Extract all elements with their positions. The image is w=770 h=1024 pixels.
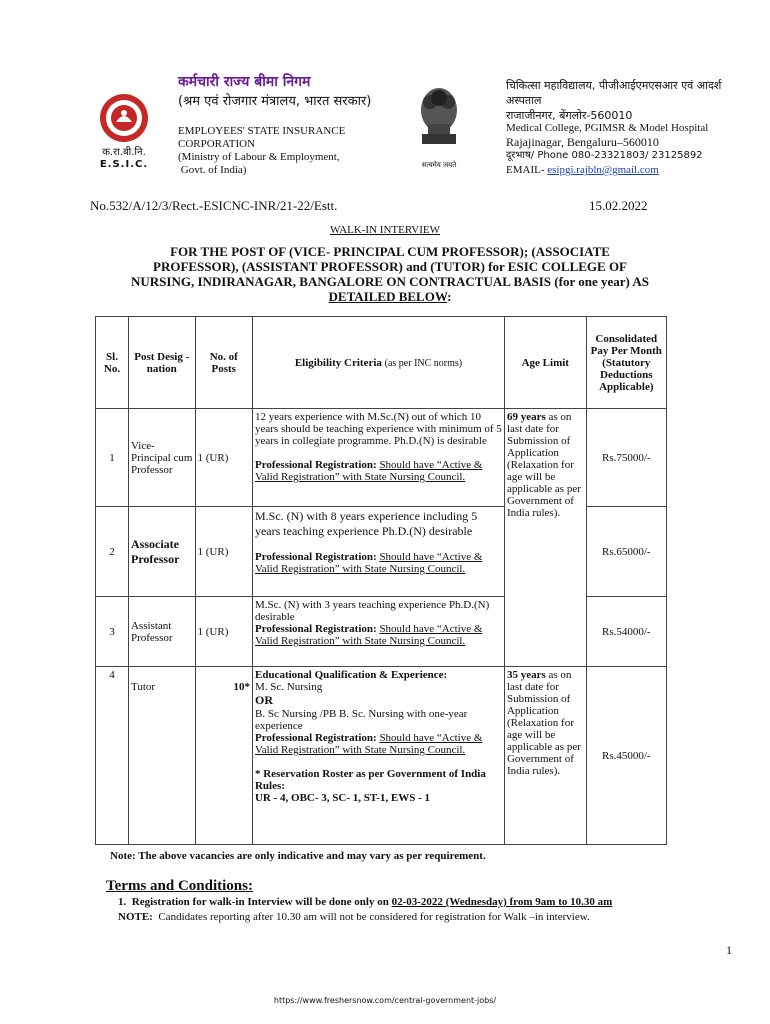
org-english-block	[178, 125, 398, 177]
age-limit-years: 69 years	[506, 411, 546, 423]
college-english-block	[506, 121, 766, 177]
row-eligibility	[252, 507, 504, 597]
row-post: Vice-Principal cum Professor	[128, 409, 195, 507]
registration-note	[118, 911, 590, 923]
college-hindi-line: अस्पताल	[506, 94, 542, 107]
header-pay	[586, 317, 666, 409]
prof-registration	[255, 459, 502, 483]
org-hindi-subtitle: (श्रम एवं रोजगार मंत्रालय, भारत सरकार)	[178, 94, 372, 109]
table-row	[96, 409, 667, 507]
reservation-roster: * Reservation Roster as per Government of India Rules:	[254, 768, 486, 792]
row-post: Associate Professor	[128, 507, 195, 597]
org-english-line: EMPLOYEES' STATE INSURANCE	[178, 125, 346, 137]
header-eligibility-label: Eligibility Criteria	[294, 356, 382, 369]
org-hindi-title: कर्मचारी राज्य बीमा निगम	[178, 74, 311, 90]
headline-line: FOR THE POST OF (VICE- PRINCIPAL CUM PROFESSOR); (ASSOCIATE	[170, 244, 610, 259]
prof-registration-text: Should have “Active & Valid Registration” with State Nursing Council.	[254, 459, 483, 483]
headline-line: PROFESSOR), (ASSISTANT PROFESSOR) and (TUTOR) for ESIC COLLEGE OF	[153, 259, 627, 274]
college-english-line: Medical College, PGIMSR & Model Hospital	[506, 122, 709, 134]
prof-registration-label: Professional Registration:	[254, 732, 377, 744]
age-limit-senior	[504, 409, 586, 667]
prof-registration-text: Should have “Active & Valid Registration” with State Nursing Council.	[254, 623, 483, 647]
prof-registration	[255, 732, 502, 756]
age-limit-tutor	[504, 667, 586, 845]
row-pay: Rs.65000/-	[586, 507, 666, 597]
table-row	[96, 667, 667, 845]
prof-registration-label: Professional Registration:	[254, 551, 377, 563]
term-1-date: 02-03-2022 (Wednesday) from 9am to 10.30 am	[391, 896, 613, 908]
row-posts: 10*	[195, 667, 252, 845]
header-pay-note: (Statutory Deductions Applicable)	[599, 356, 654, 393]
row-post: Tutor	[128, 667, 195, 845]
row-eligibility	[252, 597, 504, 667]
tutor-or: OR	[254, 693, 273, 707]
row-eligibility	[252, 409, 504, 507]
age-limit-years: 35 years	[506, 669, 546, 681]
walkin-title: WALK-IN INTERVIEW	[330, 224, 440, 236]
row-pay: Rs.54000/-	[586, 597, 666, 667]
header-pay-label: Consolidated Pay Per Month	[590, 332, 662, 357]
college-phone: दूरभाष/ Phone 080-23321803/ 23125892	[506, 150, 703, 161]
age-limit-text: as on last date for Submission of Application (Relaxation for age will be applicable as per Government of India rules).	[506, 411, 581, 519]
notice-headline	[110, 244, 670, 304]
vacancy-table	[95, 316, 667, 845]
headline-line	[110, 289, 670, 304]
email-link[interactable]: esipgi.rajbln@gmail.com	[547, 164, 659, 176]
prof-registration	[255, 551, 502, 575]
row-post: Assistant Professor	[128, 597, 195, 667]
eligibility-text: 12 years experience with M.Sc.(N) out of which 10 years should be teaching experience with minimum of 5 years in collegiate programme. Ph.D.(N) is desirable	[254, 411, 502, 447]
tutor-qualification-heading: Educational Qualification & Experience:	[254, 669, 448, 681]
prof-registration-label: Professional Registration:	[254, 623, 377, 635]
row-sl: 4	[96, 667, 129, 845]
registration-note-label: NOTE:	[118, 911, 153, 923]
table-header-row	[96, 317, 667, 409]
college-english-line: Rajajinagar, Bengaluru–560010	[506, 135, 659, 149]
logo-caption-english: E.S.I.C.	[99, 159, 149, 170]
headline-colon: :	[447, 289, 452, 304]
org-english-line: (Ministry of Labour & Employment,	[178, 151, 340, 163]
logo-caption	[84, 147, 164, 171]
org-english-line: Govt. of India)	[178, 164, 247, 176]
row-posts: 1 (UR)	[195, 597, 252, 667]
header-age: Age Limit	[504, 317, 586, 409]
prof-registration-label: Professional Registration:	[254, 459, 377, 471]
emblem-caption: सत्यमेव जयते	[421, 161, 457, 169]
vacancy-note: Note: The above vacancies are only indicative and may vary as per requirement.	[110, 850, 486, 862]
college-hindi-line: चिकित्सा महाविद्यालय, पीजीआईएमएसआर एवं आदर्श	[506, 79, 722, 92]
eligibility-text: M.Sc. (N) with 3 years teaching experience Ph.D.(N) desirable	[254, 599, 490, 623]
row-sl: 3	[96, 597, 129, 667]
eligibility-text: M.Sc. (N) with 8 years experience including 5 years teaching experience Ph.D.(N) desirable	[254, 509, 478, 538]
header-eligibility-note: (as per INC norms)	[384, 357, 463, 369]
prof-registration-text: Should have “Active & Valid Registration” with State Nursing Council.	[254, 551, 483, 575]
notice-date: 15.02.2022	[589, 198, 648, 213]
row-eligibility	[252, 667, 504, 845]
tutor-qualification-2: B. Sc Nursing /PB B. Sc. Nursing with one-year experience	[254, 708, 468, 732]
terms-heading: Terms and Conditions:	[106, 878, 253, 894]
term-1-text: 1. Registration for walk-in Interview will be done only on	[118, 896, 392, 908]
row-sl: 2	[96, 507, 129, 597]
row-pay: Rs.75000/-	[586, 409, 666, 507]
row-sl: 1	[96, 409, 129, 507]
registration-note-text: Candidates reporting after 10.30 am will not be considered for registration for Walk –in interview.	[152, 911, 590, 923]
footer-url: https://www.freshersnow.com/central-government-jobs/	[273, 996, 497, 1005]
header-post: Post Desig - nation	[128, 317, 195, 409]
term-1	[118, 896, 612, 908]
row-posts: 1 (UR)	[195, 507, 252, 597]
row-posts: 1 (UR)	[195, 409, 252, 507]
college-email-line	[506, 163, 766, 177]
logo-caption-hindi: क.रा.बी.नि.	[102, 147, 146, 158]
national-emblem	[408, 80, 470, 168]
prof-registration	[255, 623, 502, 647]
header-posts: No. of Posts	[195, 317, 252, 409]
email-label: EMAIL-	[506, 164, 548, 176]
headline-line: NURSING, INDIRANAGAR, BANGALORE ON CONTRACTUAL BASIS (for one year) AS	[131, 274, 649, 289]
reservation-breakup: UR - 4, OBC- 3, SC- 1, ST-1, EWS - 1	[254, 792, 430, 804]
page-number: 1	[726, 943, 732, 957]
row-pay: Rs.45000/-	[586, 667, 666, 845]
college-hindi-line: राजाजीनगर, बेंगलोर-560010	[506, 109, 633, 122]
esic-logo	[98, 92, 150, 144]
age-limit-text: as on last date for Submission of Application (Relaxation for age will be applicable as per Government of India rules).	[506, 669, 581, 777]
prof-registration-text: Should have “Active & Valid Registration” with State Nursing Council.	[254, 732, 483, 756]
header-sl: Sl. No.	[96, 317, 129, 409]
headline-underlined: DETAILED BELOW	[328, 289, 448, 304]
org-english-line: CORPORATION	[178, 138, 256, 150]
header-eligibility	[252, 317, 504, 409]
reference-number: No.532/A/12/3/Rect.-ESICNC-INR/21-22/Estt.	[90, 198, 338, 213]
college-hindi-block	[506, 78, 761, 123]
tutor-qualification-1: M. Sc. Nursing	[254, 681, 323, 693]
